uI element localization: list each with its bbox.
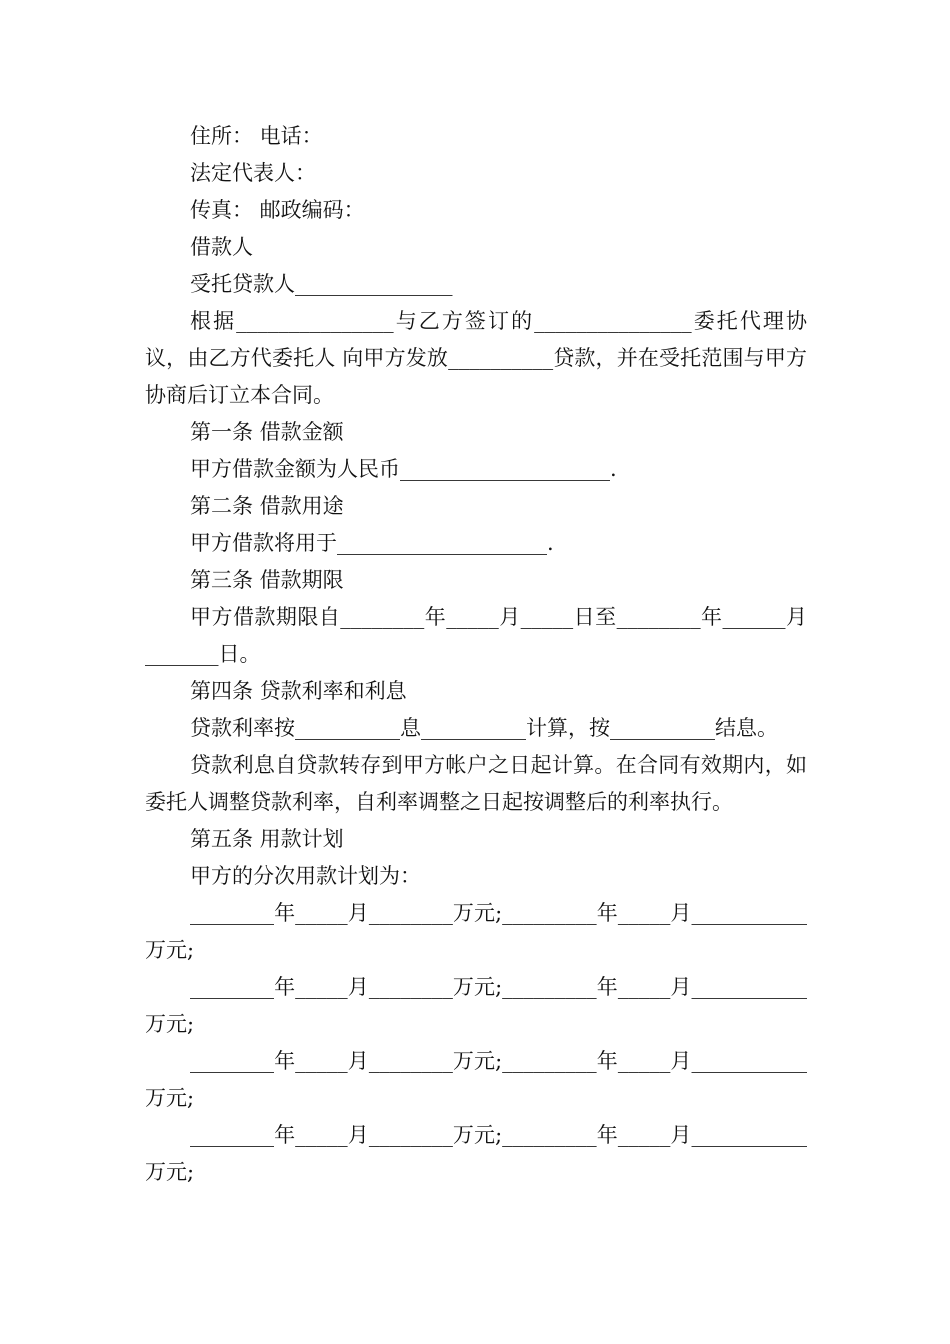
legal-representative-line: 法定代表人： — [190, 161, 316, 185]
loan-term-paragraph: 甲方借款期限自________年_____月_____日至________年______月_______日。 — [145, 605, 807, 666]
fax-postcode-line: 传真： 邮政编码： — [190, 198, 365, 222]
article-2-heading: 第二条 借款用途 — [190, 494, 344, 518]
interest-calculation-paragraph: 贷款利息自贷款转存到甲方帐户之日起计算。在合同有效期内，如委托人调整贷款利率，自利率调整之日起按调整后的利率执行。 — [145, 753, 807, 814]
article-3-heading: 第三条 借款期限 — [190, 568, 344, 592]
drawdown-plan-row: ________年_____月________万元;_________年_____月___________万元; — [145, 1049, 807, 1110]
borrower-line: 借款人 — [190, 235, 253, 259]
article-1-heading: 第一条 借款金额 — [190, 420, 344, 444]
drawdown-plan-row: ________年_____月________万元;_________年_____月___________万元; — [145, 901, 807, 962]
loan-purpose-line: 甲方借款将用于____________________. — [190, 531, 554, 555]
drawdown-plan-row: ________年_____月________万元;_________年_____月___________万元; — [145, 1123, 807, 1184]
article-4-heading: 第四条 贷款利率和利息 — [190, 679, 407, 703]
address-phone-line: 住所： 电话： — [190, 124, 323, 148]
interest-rate-line: 贷款利率按__________息__________计算，按__________结息。 — [190, 716, 778, 740]
trustee-lender-line: 受托贷款人_______________ — [190, 272, 453, 296]
loan-amount-line: 甲方借款金额为人民币____________________. — [190, 457, 617, 481]
drawdown-plan-intro: 甲方的分次用款计划为： — [190, 864, 421, 888]
drawdown-plan-row: ________年_____月________万元;_________年_____月___________万元; — [145, 975, 807, 1036]
document-body — [145, 118, 807, 1191]
article-5-heading: 第五条 用款计划 — [190, 827, 344, 851]
preamble-paragraph: 根据_______________与乙方签订的_______________委托代理协议，由乙方代委托人 向甲方发放__________贷款，并在受托范围与甲方协商后订立本合同。 — [145, 309, 807, 407]
